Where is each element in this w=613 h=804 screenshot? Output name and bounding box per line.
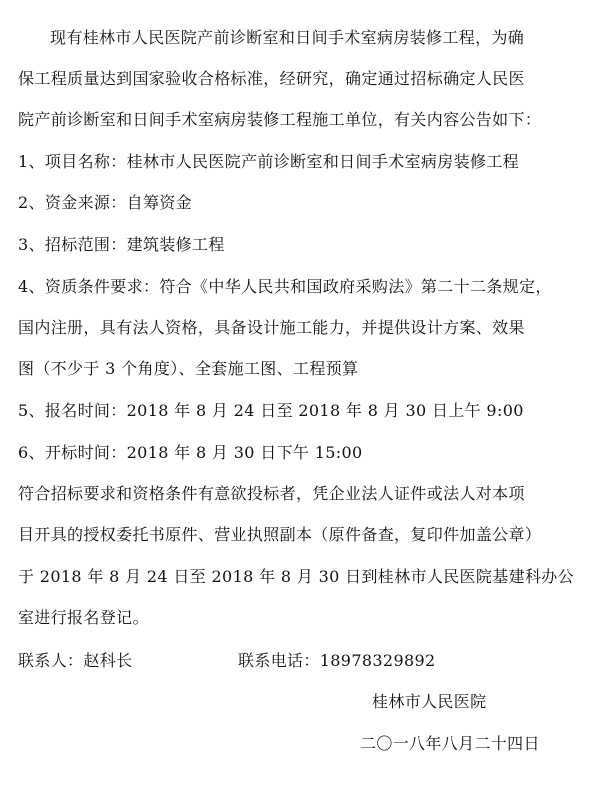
item-qualification-line-3: 图（不少于 3 个角度）、全套施工图、工程预算 [18, 359, 359, 378]
closing-line-3: 于 2018 年 8 月 24 日至 2018 年 8 月 30 日到桂林市人民医院基建科办公 [18, 567, 574, 586]
item-qualification-line-1: 4、资质条件要求：符合《中华人民共和国政府采购法》第二十二条规定， [18, 277, 552, 296]
item-registration-time: 5、报名时间：2018 年 8 月 24 日至 2018 年 8 月 30 日上午 9:00 [18, 401, 524, 420]
item-project-name: 1、项目名称：桂林市人民医院产前诊断室和日间手术室病房装修工程 [18, 152, 520, 171]
closing-line-4: 室进行报名登记。 [18, 608, 149, 627]
item-tender-scope: 3、招标范围：建筑装修工程 [18, 235, 225, 254]
intro-line-2: 保工程质量达到国家验收合格标准，经研究，确定通过招标确定人民医 [18, 69, 525, 88]
item-qualification-line-2: 国内注册，具有法人资格，具备设计施工能力，并提供设计方案、效果 [18, 318, 525, 337]
intro-line-3: 院产前诊断室和日间手术室病房装修工程施工单位，有关内容公告如下： [18, 110, 542, 129]
signature-organization: 桂林市人民医院 [372, 692, 487, 711]
item-funding-source: 2、资金来源：自筹资金 [18, 193, 193, 212]
intro-line-1: 现有桂林市人民医院产前诊断室和日间手术室病房装修工程，为确 [50, 28, 525, 47]
item-bid-opening-time: 6、开标时间：2018 年 8 月 30 日下午 15:00 [18, 443, 363, 462]
contact-person: 联系人：赵科长 [18, 651, 133, 670]
signature-date: 二〇一八年八月二十四日 [360, 734, 540, 753]
contact-phone: 联系电话：18978329892 [238, 651, 436, 670]
closing-line-2: 目开具的授权委托书原件、营业执照副本（原件备查，复印件加盖公章） [18, 525, 542, 544]
closing-line-1: 符合招标要求和资格条件有意欲投标者，凭企业法人证件或法人对本项 [18, 484, 525, 503]
